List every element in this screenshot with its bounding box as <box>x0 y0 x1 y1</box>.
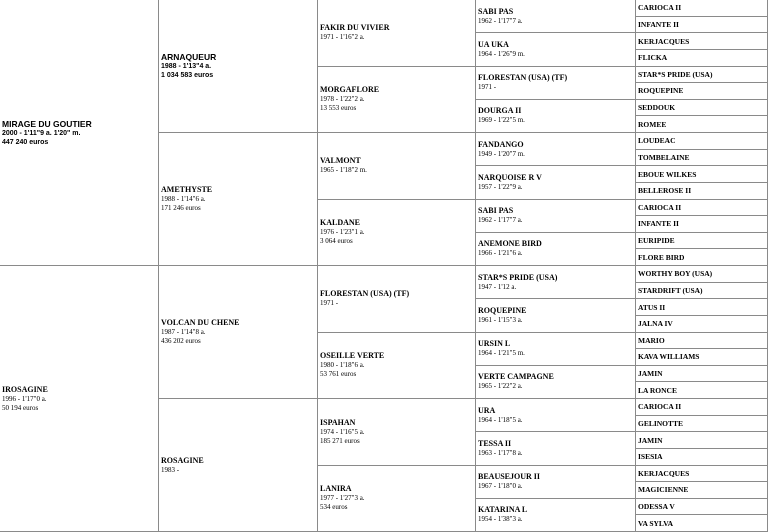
horse-cell <box>636 249 768 266</box>
horse-cell <box>636 183 768 200</box>
horse-cell <box>636 200 768 217</box>
horse-name[interactable]: KERJACQUES <box>638 36 690 46</box>
horse-name[interactable]: URA <box>478 405 496 415</box>
horse-cell <box>476 299 636 332</box>
horse-cell <box>636 399 768 416</box>
horse-name[interactable]: INFANTE II <box>638 219 679 229</box>
horse-name[interactable]: ROQUEPINE <box>478 305 527 315</box>
horse-cell <box>636 17 768 34</box>
horse-cell <box>636 116 768 133</box>
horse-cell <box>476 0 636 33</box>
horse-name[interactable]: ARNAQUEUR <box>161 52 217 62</box>
horse-name[interactable]: ISESIA <box>638 452 663 462</box>
horse-cell <box>318 466 476 532</box>
horse-detail: 1971 - <box>478 83 497 92</box>
horse-name[interactable]: JAMIN <box>638 369 663 379</box>
horse-name[interactable]: KAVA WILLIAMS <box>638 352 700 362</box>
horse-detail: 185 271 euros <box>320 436 360 445</box>
horse-cell <box>636 349 768 366</box>
horse-name[interactable]: MARIO <box>638 335 665 345</box>
horse-cell <box>318 399 476 466</box>
horse-name[interactable]: CARIOCA II <box>638 3 682 13</box>
horse-cell <box>476 67 636 100</box>
horse-cell <box>636 316 768 333</box>
horse-name[interactable]: JALNA IV <box>638 319 673 329</box>
horse-cell <box>159 0 318 133</box>
horse-name[interactable]: BEAUSEJOUR II <box>478 472 541 482</box>
horse-name[interactable]: FANDANGO <box>478 139 524 149</box>
horse-detail: 534 euros <box>320 503 348 512</box>
horse-cell <box>476 432 636 465</box>
horse-detail: 1 034 583 euros <box>161 72 214 79</box>
horse-name[interactable]: CARIOCA II <box>638 202 682 212</box>
horse-cell <box>636 0 768 17</box>
horse-detail: 1978 - 1'22"2 a. <box>320 95 365 104</box>
horse-name[interactable]: INFANTE II <box>638 19 679 29</box>
horse-cell <box>636 233 768 250</box>
horse-detail: 1962 - 1'17"7 a. <box>478 16 523 25</box>
horse-name[interactable]: ROSAGINE <box>161 455 204 465</box>
horse-name[interactable]: NARQUOISE R V <box>478 172 542 182</box>
horse-detail: 1971 - <box>320 299 339 308</box>
horse-detail: 50 194 euros <box>2 403 39 412</box>
horse-cell <box>636 299 768 316</box>
horse-name[interactable]: SABI PAS <box>478 206 514 216</box>
horse-detail: 1965 - 1'22"2 a. <box>478 382 523 391</box>
horse-name[interactable]: UA UKA <box>478 39 509 49</box>
horse-name[interactable]: LOUDEAC <box>638 136 676 146</box>
horse-name[interactable]: ROMEE <box>638 119 667 129</box>
horse-name[interactable]: AMETHYSTE <box>161 185 213 194</box>
horse-name[interactable]: VERTE CAMPAGNE <box>478 372 554 382</box>
horse-detail: 1977 - 1'27"3 a. <box>320 494 365 503</box>
horse-name[interactable]: ODESSA V <box>638 502 675 512</box>
horse-cell <box>636 266 768 283</box>
horse-name[interactable]: IROSAGINE <box>2 384 48 394</box>
horse-name[interactable]: KERJACQUES <box>638 468 690 478</box>
horse-cell <box>318 133 476 200</box>
horse-cell <box>636 416 768 433</box>
horse-detail: 1961 - 1'15"3 a. <box>478 315 523 324</box>
horse-name[interactable]: VALMONT <box>320 156 361 166</box>
horse-name[interactable]: BELLEROSE II <box>638 186 692 196</box>
horse-cell <box>636 333 768 350</box>
horse-name[interactable]: SEDDOUK <box>638 103 676 113</box>
horse-cell <box>636 166 768 183</box>
horse-cell <box>636 515 768 532</box>
horse-detail: 1971 - 1'16"2 a. <box>320 33 365 42</box>
horse-cell <box>476 33 636 66</box>
horse-name[interactable]: STAR*S PRIDE (USA) <box>478 272 558 282</box>
horse-detail: 171 246 euros <box>161 204 201 212</box>
horse-name[interactable]: FAKIR DU VIVIER <box>320 23 390 33</box>
horse-name[interactable]: FLICKA <box>638 53 668 63</box>
horse-cell <box>636 133 768 150</box>
horse-cell <box>476 166 636 199</box>
horse-name[interactable]: JAMIN <box>638 435 663 445</box>
horse-detail: 1949 - 1'20"7 m. <box>478 149 525 158</box>
horse-cell <box>318 67 476 134</box>
horse-name[interactable]: LA RONCE <box>638 385 677 395</box>
horse-cell <box>636 482 768 499</box>
horse-name[interactable]: ISPAHAN <box>320 417 356 427</box>
horse-name[interactable]: TESSA II <box>478 438 512 448</box>
horse-detail: 1988 - 1'14"6 a. <box>161 195 206 203</box>
horse-cell <box>476 333 636 366</box>
horse-detail: 1966 - 1'21"6 a. <box>478 249 523 258</box>
horse-name[interactable]: FLORESTAN (USA) (TF) <box>478 73 568 83</box>
horse-detail: 1988 - 1'13"4 a. <box>161 63 212 70</box>
horse-detail: 1964 - 1'26"9 m. <box>478 49 525 58</box>
horse-name[interactable]: ROQUEPINE <box>638 86 684 96</box>
horse-cell <box>159 266 318 399</box>
horse-cell <box>0 266 159 532</box>
horse-detail: 1965 - 1'18"2 m. <box>320 166 367 175</box>
horse-detail: 1969 - 1'22"5 m. <box>478 116 525 125</box>
horse-cell <box>159 399 318 532</box>
horse-name[interactable]: KATARINA L <box>478 505 528 515</box>
horse-cell <box>636 50 768 67</box>
horse-detail: 1983 - <box>161 465 180 474</box>
horse-detail: 1980 - 1'18"6 a. <box>320 361 365 370</box>
horse-cell <box>476 266 636 299</box>
horse-detail: 13 553 euros <box>320 104 357 113</box>
horse-detail: 1987 - 1'14"8 a. <box>161 328 206 336</box>
horse-cell <box>476 499 636 532</box>
horse-cell <box>636 283 768 300</box>
horse-cell <box>318 266 476 333</box>
horse-name[interactable]: CARIOCA II <box>638 402 682 412</box>
horse-cell <box>476 366 636 399</box>
horse-cell <box>476 233 636 266</box>
horse-name[interactable]: WORTHY BOY (USA) <box>638 269 713 279</box>
horse-cell <box>636 216 768 233</box>
horse-cell <box>636 67 768 84</box>
horse-detail: 1996 - 1'17"0 a. <box>2 394 47 403</box>
horse-detail: 53 761 euros <box>320 370 357 379</box>
horse-cell <box>636 33 768 50</box>
horse-detail: 1974 - 1'16"5 a. <box>320 427 365 436</box>
horse-detail: 1976 - 1'23"1 a. <box>320 228 365 237</box>
horse-cell <box>318 333 476 400</box>
horse-cell <box>476 100 636 133</box>
horse-name[interactable]: URSIN L <box>478 339 511 349</box>
horse-cell <box>636 382 768 399</box>
horse-detail: 1954 - 1'38"3 a. <box>478 515 523 524</box>
horse-cell <box>636 432 768 449</box>
horse-name[interactable]: MORGAFLORE <box>320 85 380 95</box>
horse-cell <box>0 0 159 266</box>
horse-cell <box>476 399 636 432</box>
horse-detail: 1947 - 1'12 a. <box>478 282 517 291</box>
horse-cell <box>636 466 768 483</box>
horse-cell <box>318 0 476 67</box>
horse-detail: 447 240 euros <box>2 138 49 146</box>
horse-name[interactable]: EBOUE WILKES <box>638 169 697 179</box>
horse-name[interactable]: TOMBELAINE <box>638 152 690 162</box>
horse-name[interactable]: FLORESTAN (USA) (TF) <box>320 289 410 299</box>
horse-cell <box>636 366 768 383</box>
horse-detail: 436 202 euros <box>161 337 201 345</box>
horse-detail: 2000 - 1'11"9 a. 1'20" m. <box>2 129 81 137</box>
horse-cell <box>636 83 768 100</box>
horse-detail: 1962 - 1'17"7 a. <box>478 216 523 225</box>
horse-name[interactable]: STARDRIFT (USA) <box>638 285 703 295</box>
horse-name[interactable]: GELINOTTE <box>638 418 684 428</box>
horse-name[interactable]: EURIPIDE <box>638 236 675 246</box>
horse-name[interactable]: ANEMONE BIRD <box>478 239 542 249</box>
horse-name[interactable]: MIRAGE DU GOUTIER <box>2 118 92 129</box>
horse-cell <box>636 499 768 516</box>
horse-cell <box>476 133 636 166</box>
horse-detail: 1967 - 1'18"0 a. <box>478 482 523 491</box>
horse-name[interactable]: VA SYLVA <box>638 518 674 528</box>
horse-name[interactable]: VOLCAN DU CHENE <box>161 318 240 327</box>
horse-name[interactable]: LANIRA <box>320 484 352 494</box>
horse-name[interactable]: DOURGA II <box>478 106 522 116</box>
horse-name[interactable]: ATUS II <box>638 302 666 312</box>
horse-cell <box>159 133 318 266</box>
horse-name[interactable]: OSEILLE VERTE <box>320 351 385 361</box>
horse-detail: 1964 - 1'18"5 a. <box>478 415 523 424</box>
horse-cell <box>636 449 768 466</box>
horse-detail: 3 064 euros <box>320 237 353 246</box>
horse-name[interactable]: SABI PAS <box>478 6 514 16</box>
horse-detail: 1963 - 1'17"8 a. <box>478 448 523 457</box>
horse-cell <box>476 200 636 233</box>
horse-cell <box>636 100 768 117</box>
horse-name[interactable]: MAGICIENNE <box>638 485 689 495</box>
horse-name[interactable]: KALDANE <box>320 218 361 228</box>
horse-detail: 1964 - 1'21"5 m. <box>478 349 525 358</box>
horse-cell <box>318 200 476 267</box>
horse-name[interactable]: STAR*S PRIDE (USA) <box>638 69 713 79</box>
horse-name[interactable]: FLORE BIRD <box>638 252 685 262</box>
horse-cell <box>476 466 636 499</box>
horse-cell <box>636 150 768 167</box>
horse-detail: 1957 - 1'22"9 a. <box>478 182 523 191</box>
